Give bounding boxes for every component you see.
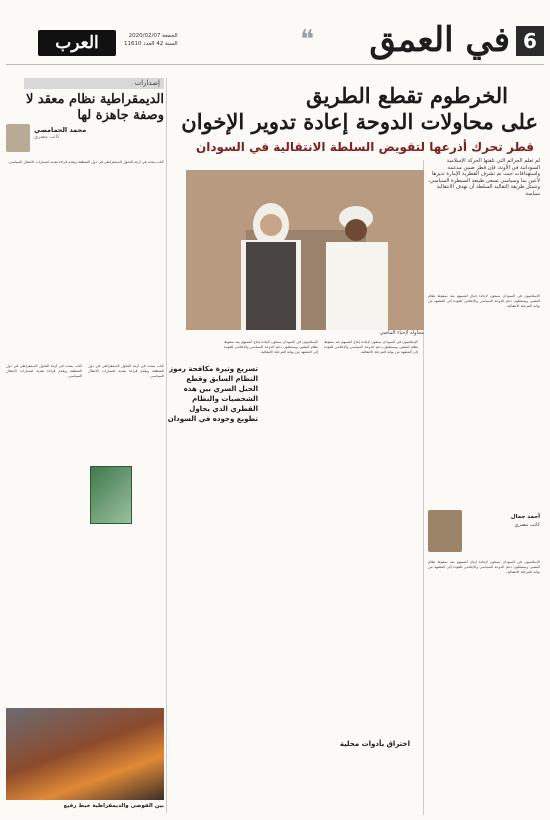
headline-line-1: الخرطوم تقطع الطريق — [306, 83, 508, 108]
subheadline: قطر تحرك أذرعها لتقويض السلطة الانتقالية في السودان — [196, 140, 534, 154]
sidebar-author — [34, 126, 154, 140]
issue-info — [124, 32, 178, 48]
photo-illustration — [186, 170, 424, 330]
issue-date: الجمعة 2020/02/07 — [128, 33, 178, 39]
author-avatar — [428, 510, 462, 552]
issue-number: السنة 42 العدد 11610 — [124, 41, 178, 47]
photo-caption: محاولة لإحياء الماضي — [379, 330, 424, 336]
section-subhead: اختراق بأدوات محلية — [339, 740, 410, 748]
article-column: الإسلاميون في السودان يسعون لإعادة إنتاج أنفسهم بعد سقوط نظام البشير، ويستغلون دعم الدوحة السياسي والإعلامي للعودة إلى المشهد من بوابة المرحلة الانتقالية. — [224, 340, 318, 354]
sidebar-photo — [6, 708, 164, 800]
sidebar-column: كتاب يبحث في أزمة التحول الديمقراطي في دول المنطقة ويقدم قراءة نقدية لمسارات الانتقال السياسي. — [88, 364, 164, 378]
main-photo — [186, 170, 424, 330]
article-column: الإسلاميون في السودان يسعون لإعادة إنتاج أنفسهم بعد سقوط نظام البشير، ويستغلون دعم الدوحة السياسي والإعلامي للعودة إلى المشهد من بوابة المرحلة الانتقالية. — [324, 340, 418, 354]
sidebar-author-avatar — [6, 124, 30, 152]
column-divider — [166, 78, 167, 813]
quote-icon: ❝ — [300, 25, 314, 55]
sidebar-body: كتاب يبحث في أزمة التحول الديمقراطي في دول المنطقة ويقدم قراءة نقدية لمسارات الانتقال السياسي. — [7, 160, 164, 164]
headline-line-2: على محاولات الدوحة إعادة تدوير الإخوان — [181, 109, 538, 134]
article-body-right-lower: الإسلاميون في السودان يسعون لإعادة إنتاج أنفسهم بعد سقوط نظام البشير، ويستغلون دعم الدوحة السياسي والإعلامي للعودة إلى المشهد من بوابة المرحلة الانتقالية. — [428, 560, 540, 574]
sidebar — [6, 78, 164, 818]
book-cover-image — [90, 466, 132, 524]
newspaper-logo: العرب — [38, 30, 116, 56]
sidebar-author-role: كاتب مصري — [34, 134, 60, 140]
section-title: في العمق — [369, 20, 510, 60]
author-role: كاتب مصري — [514, 522, 540, 528]
pull-quote: تسريع وتيرة مكافحة رموز النظام السابق وقطع الحبل السري بين هذه الشخصيات والنظام القطري الذي يحاول تطويع وجوده في السودان — [167, 365, 258, 423]
sidebar-title: الديمقراطية نظام معقد لا وصفة جاهزة لها — [25, 92, 164, 123]
header-divider — [6, 64, 544, 65]
sidebar-photo-caption: بين الفوضى والديمقراطية خيط رفيع — [63, 803, 164, 809]
sidebar-tag: إصدارات — [24, 78, 164, 89]
sidebar-author-name: محمد الحمامصي — [34, 126, 87, 134]
author-name: أحمد جمال — [510, 514, 540, 520]
author-box — [428, 510, 540, 556]
article-body-right: الإسلاميون في السودان يسعون لإعادة إنتاج أنفسهم بعد سقوط نظام البشير، ويستغلون دعم الدوحة السياسي والإعلامي للعودة إلى المشهد من بوابة المرحلة الانتقالية. — [428, 294, 540, 308]
page-number: 6 — [516, 26, 544, 56]
sidebar-column: كتاب يبحث في أزمة التحول الديمقراطي في دول المنطقة ويقدم قراءة نقدية لمسارات الانتقال السياسي. — [6, 364, 82, 378]
article-intro: لم تعلم الجرائم التي تلقتها الحركة الإسلامية السودانية في الآونة، فإن قطر ضمن مدعمة واستهدافات حيث تم تشرف القطرية الإمارة تديرها لأعين بما وسياسي تسعى طبيعة السيطرة السياسي، وتتمثل طريقة التقاليد السلطة أن تهدف الانتقالية سياسة — [428, 158, 540, 197]
